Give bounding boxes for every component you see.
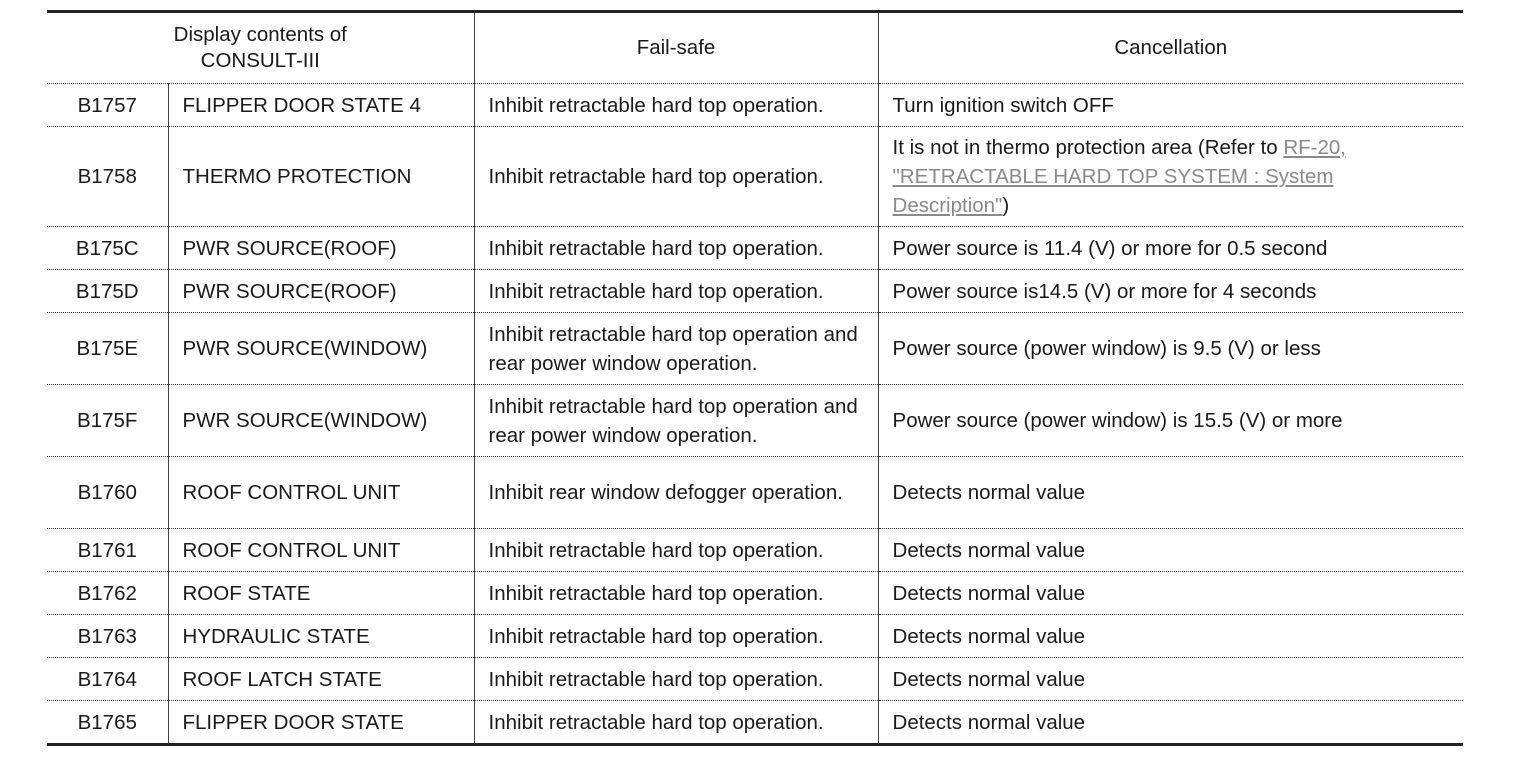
display-item: FLIPPER DOOR STATE <box>168 701 474 745</box>
dtc-code: B175F <box>47 385 168 457</box>
cancellation-text: Power source (power window) is 9.5 (V) or less <box>878 313 1463 385</box>
header-fail-safe: Fail-safe <box>474 12 878 84</box>
cancellation-text: Detects normal value <box>878 615 1463 658</box>
dtc-code: B1762 <box>47 572 168 615</box>
dtc-code: B1760 <box>47 457 168 529</box>
fail-safe-text: Inhibit retractable hard top operation. <box>474 615 878 658</box>
fail-safe-text: Inhibit retractable hard top operation. <box>474 529 878 572</box>
table-row <box>47 701 1463 745</box>
table-row <box>47 529 1463 572</box>
cancellation-text <box>878 127 1463 227</box>
cancellation-text: Power source is 11.4 (V) or more for 0.5 second <box>878 227 1463 270</box>
display-item: ROOF CONTROL UNIT <box>168 529 474 572</box>
fail-safe-text: Inhibit retractable hard top operation. <box>474 572 878 615</box>
fail-safe-text: Inhibit retractable hard top operation. <box>474 701 878 745</box>
table-row <box>47 227 1463 270</box>
dtc-code: B1763 <box>47 615 168 658</box>
fail-safe-text: Inhibit rear window defogger operation. <box>474 457 878 529</box>
cancellation-prefix: It is not in thermo protection area (Refer to <box>892 136 1284 159</box>
display-item: PWR SOURCE(WINDOW) <box>168 313 474 385</box>
display-item: THERMO PROTECTION <box>168 127 474 227</box>
dtc-code: B175C <box>47 227 168 270</box>
fail-safe-text: Inhibit retractable hard top operation. <box>474 127 878 227</box>
cancellation-text: Detects normal value <box>878 658 1463 701</box>
table-row <box>47 270 1463 313</box>
table-row <box>47 572 1463 615</box>
reference-link[interactable]: RF-20, "RETRACTABLE HARD TOP SYSTEM : System Description" <box>892 136 1346 217</box>
display-item: PWR SOURCE(WINDOW) <box>168 385 474 457</box>
table-row <box>47 385 1463 457</box>
display-item: ROOF LATCH STATE <box>168 658 474 701</box>
table-row <box>47 84 1463 127</box>
dtc-code: B1758 <box>47 127 168 227</box>
table-row <box>47 313 1463 385</box>
cancellation-text: Power source (power window) is 15.5 (V) or more <box>878 385 1463 457</box>
cancellation-text: Power source is14.5 (V) or more for 4 seconds <box>878 270 1463 313</box>
display-item: HYDRAULIC STATE <box>168 615 474 658</box>
fail-safe-document <box>47 10 1463 746</box>
display-item: ROOF CONTROL UNIT <box>168 457 474 529</box>
fail-safe-table <box>47 10 1463 746</box>
display-item: FLIPPER DOOR STATE 4 <box>168 84 474 127</box>
table-row <box>47 658 1463 701</box>
dtc-code: B175D <box>47 270 168 313</box>
dtc-code: B1757 <box>47 84 168 127</box>
display-item: PWR SOURCE(ROOF) <box>168 270 474 313</box>
header-display-contents: Display contents of CONSULT-III <box>47 12 474 84</box>
table-row <box>47 127 1463 227</box>
table-row <box>47 615 1463 658</box>
fail-safe-text: Inhibit retractable hard top operation. <box>474 270 878 313</box>
cancellation-suffix: ) <box>1002 194 1010 217</box>
fail-safe-text: Inhibit retractable hard top operation. <box>474 227 878 270</box>
dtc-code: B1764 <box>47 658 168 701</box>
fail-safe-text: Inhibit retractable hard top operation and rear power window operation. <box>474 313 878 385</box>
dtc-code: B1765 <box>47 701 168 745</box>
display-item: PWR SOURCE(ROOF) <box>168 227 474 270</box>
dtc-code: B175E <box>47 313 168 385</box>
cancellation-text: Detects normal value <box>878 529 1463 572</box>
dtc-code: B1761 <box>47 529 168 572</box>
fail-safe-text: Inhibit retractable hard top operation. <box>474 84 878 127</box>
cancellation-text: Detects normal value <box>878 572 1463 615</box>
header-row <box>47 12 1463 84</box>
cancellation-text: Turn ignition switch OFF <box>878 84 1463 127</box>
table-row <box>47 457 1463 529</box>
cancellation-text: Detects normal value <box>878 457 1463 529</box>
header-cancellation: Cancellation <box>878 12 1463 84</box>
fail-safe-text: Inhibit retractable hard top operation and rear power window operation. <box>474 385 878 457</box>
fail-safe-text: Inhibit retractable hard top operation. <box>474 658 878 701</box>
cancellation-text: Detects normal value <box>878 701 1463 745</box>
display-item: ROOF STATE <box>168 572 474 615</box>
